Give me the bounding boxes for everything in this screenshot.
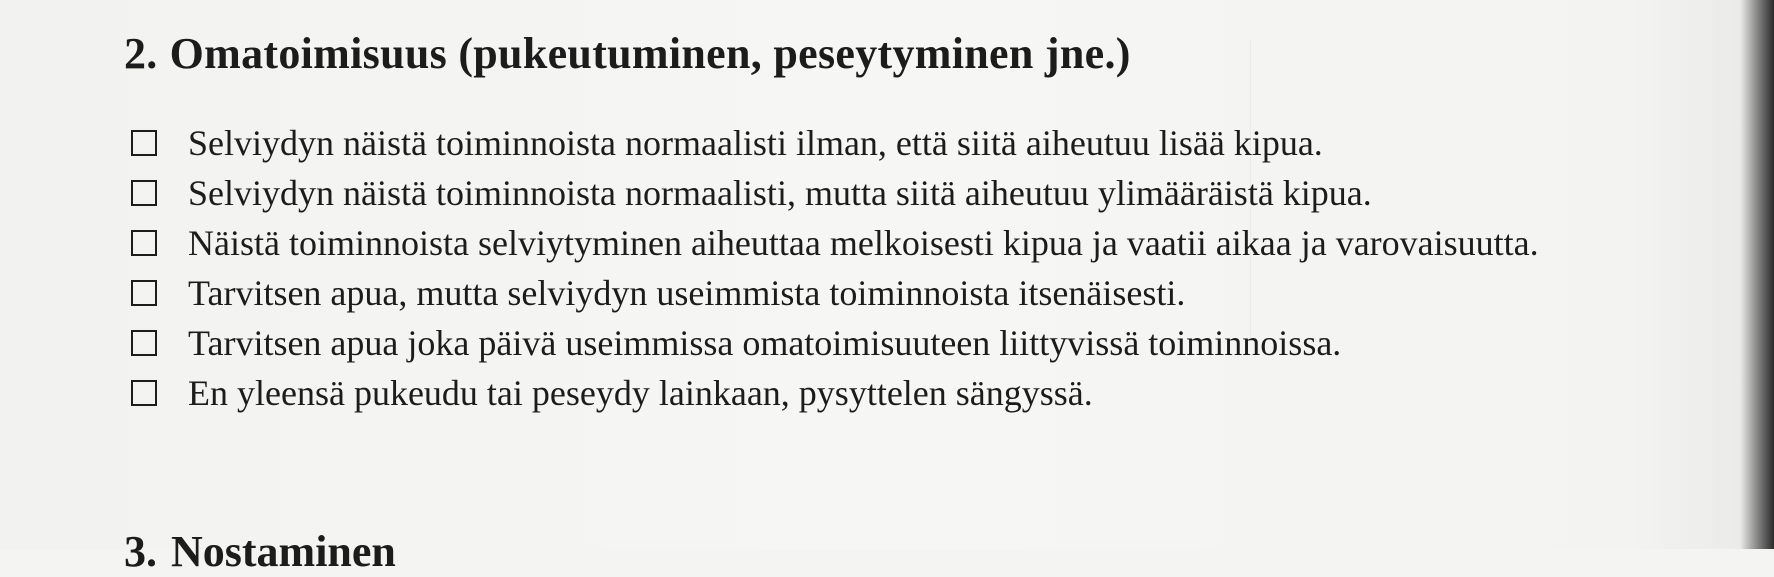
checkbox[interactable] [131, 380, 157, 406]
checkbox[interactable] [131, 230, 157, 256]
option-label: Tarvitsen apua joka päivä useimmissa omatoimisuuteen liittyvissä toiminnoissa. [188, 323, 1342, 363]
section-title: Omatoimisuus (pukeutuminen, peseytyminen jne.) [169, 29, 1131, 78]
section-number: 2. [124, 29, 158, 78]
option-label: Selviydyn näistä toiminnoista normaalisti ilman, että siitä aiheutuu lisää kipua. [188, 123, 1323, 163]
option-label: Selviydyn näistä toiminnoista normaalisti, mutta siitä aiheutuu ylimääräistä kipua. [188, 173, 1372, 213]
checkbox[interactable] [131, 280, 157, 306]
checkbox[interactable] [131, 130, 157, 156]
checkbox[interactable] [131, 330, 157, 356]
option-label: Näistä toiminnoista selviytyminen aiheuttaa melkoisesti kipua ja vaatii aikaa ja varovaisuutta. [188, 223, 1539, 263]
answer-option [131, 268, 1738, 318]
answer-option [131, 118, 1738, 168]
option-label: En yleensä pukeudu tai peseydy lainkaan, pysyttelen sängyssä. [188, 373, 1093, 413]
answer-option [131, 218, 1738, 268]
answer-option [131, 368, 1738, 418]
next-section-heading [124, 526, 396, 577]
answer-option [131, 318, 1738, 368]
answer-option [131, 168, 1738, 218]
section-heading [124, 28, 1131, 79]
next-section-number: 3. [124, 527, 157, 576]
page-edge-shadow [1740, 0, 1774, 549]
option-label: Tarvitsen apua, mutta selviydyn useimmista toiminnoista itsenäisesti. [188, 273, 1186, 313]
next-section-title: Nostaminen [171, 527, 396, 576]
checkbox[interactable] [131, 180, 157, 206]
answer-options [131, 118, 1738, 418]
